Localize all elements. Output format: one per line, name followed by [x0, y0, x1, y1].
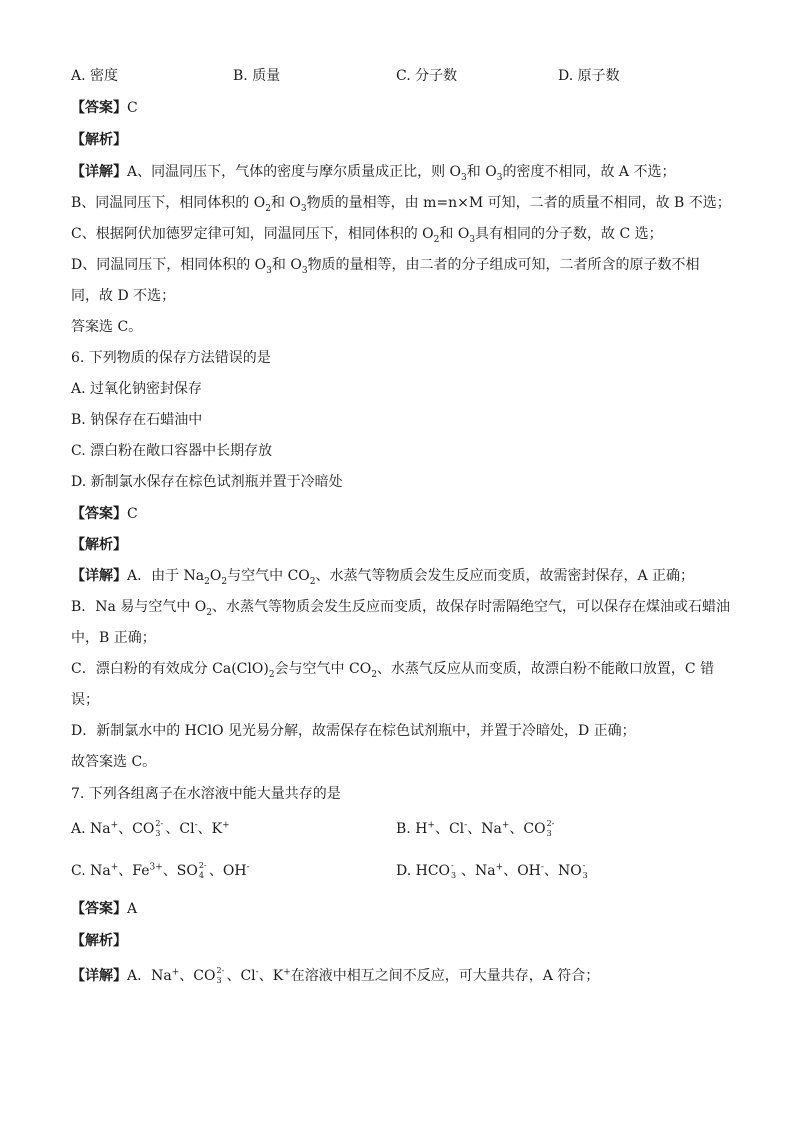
superscript: +	[110, 820, 119, 831]
text: C、根据阿伏加德罗定律可知，同温同压下，相同体积的 O	[71, 226, 434, 242]
text: D、同温同压下，相同体积的 O	[71, 257, 267, 273]
q6-answer	[71, 504, 734, 524]
analysis-tag: 【解析】	[71, 933, 127, 949]
subscript: 3	[469, 234, 476, 245]
charge-stack	[216, 966, 226, 986]
superscript: 3+	[149, 862, 163, 873]
text: 、	[461, 863, 476, 879]
q7-answer	[71, 899, 734, 919]
text: 、	[434, 821, 449, 837]
text: 和 O	[270, 195, 301, 211]
text: OH	[517, 863, 541, 879]
text: 、	[509, 821, 524, 837]
q6-detail-c	[71, 659, 734, 679]
superscript: -	[255, 967, 259, 978]
text: Cl	[179, 821, 195, 837]
charge-stack	[199, 861, 209, 881]
superscript: +	[110, 862, 119, 873]
superscript: 2-	[155, 819, 164, 828]
analysis-tag: 【解析】	[71, 537, 127, 553]
answer-value: C	[127, 100, 138, 116]
superscript: -	[464, 820, 468, 831]
superscript: -	[540, 862, 544, 873]
superscript: -	[194, 820, 198, 831]
text: 和 O	[439, 226, 470, 242]
subscript: 3	[216, 976, 222, 985]
subscript: 3	[266, 265, 272, 276]
superscript: +	[171, 967, 180, 978]
charge-stack	[547, 819, 557, 839]
text: 会与空气中 CO	[274, 661, 372, 677]
text: A. Na	[71, 821, 111, 837]
q6-option-d: D. 新制氯水保存在棕色试剂瓶并置于冷暗处	[71, 474, 343, 490]
subscript: 3	[582, 871, 588, 880]
subscript: 3	[451, 871, 457, 880]
text: 物质的量相等，由二者的分子组成可知，二者所含的原子数不相	[307, 257, 700, 273]
text: 、	[467, 821, 482, 837]
text: O	[209, 568, 222, 584]
charge-stack	[451, 861, 461, 881]
q6-stem: 6. 下列物质的保存方法错误的是	[71, 350, 271, 366]
text: K	[272, 968, 284, 984]
text: C. Na	[71, 863, 111, 879]
subscript: 4	[198, 871, 204, 880]
text: Cl	[240, 968, 256, 984]
q6-detail-a	[71, 566, 734, 586]
text: A．由于 Na	[127, 568, 205, 584]
answer-tag: 【答案】	[71, 100, 127, 116]
q6-option-c: C. 漂白粉在敞口容器中长期存放	[71, 443, 273, 459]
q7-option-d	[396, 861, 593, 881]
text: 、	[179, 968, 194, 984]
text: D.	[396, 863, 412, 879]
text: B. H	[396, 821, 428, 837]
q5-detail-d-cont: 同，故 D 不选；	[71, 288, 176, 304]
superscript: 2-	[546, 819, 555, 828]
answer-value: A	[127, 901, 138, 917]
superscript: +	[283, 967, 291, 978]
superscript: +	[222, 820, 230, 831]
q6-conclusion: 故答案选 C。	[71, 754, 157, 770]
q5-analysis-tag	[71, 130, 734, 150]
analysis-tag: 【解析】	[71, 132, 127, 148]
subscript: 3	[496, 172, 503, 183]
subscript: 2	[268, 669, 275, 680]
text: 、水蒸气反应从而变质，故漂白粉不能敞口放置，C 错	[376, 661, 715, 677]
q5-conclusion: 答案选 C。	[71, 319, 143, 335]
answer-tag: 【答案】	[71, 901, 127, 917]
text: 、	[118, 821, 133, 837]
text: 与空气中 CO	[227, 568, 310, 584]
subscript: 3	[461, 172, 467, 183]
superscript: +	[501, 820, 510, 831]
subscript: 2	[221, 576, 228, 587]
q7-option-b	[396, 819, 557, 839]
text: K	[211, 821, 223, 837]
subscript: 3	[300, 203, 307, 214]
answer-value: C	[127, 506, 138, 522]
text: 的密度不相同，故 A 不选；	[502, 164, 676, 180]
q7-option-a	[71, 819, 230, 839]
q6-option-a: A. 过氧化钠密封保存	[71, 381, 203, 397]
subscript: 2	[265, 203, 271, 214]
superscript: 2-	[216, 966, 225, 975]
charge-stack	[583, 861, 593, 881]
text: A．Na	[127, 968, 172, 984]
text: A、同温同压下，气体的密度与摩尔质量成正比，则 O	[127, 164, 462, 180]
superscript: -	[451, 861, 454, 870]
text: B、同温同压下，相同体积的 O	[71, 195, 266, 211]
text: 物质的量相等，由 m=n×M 可知，二者的质量不相同，故 B 不选；	[306, 195, 731, 211]
subscript: 2	[206, 607, 212, 618]
q7-detail-a	[71, 966, 734, 986]
superscript: 2-	[198, 861, 207, 870]
subscript: 3	[301, 265, 308, 276]
q6-detail-b-cont: 中，B 正确；	[71, 630, 156, 646]
charge-stack	[155, 819, 165, 839]
text: 、	[226, 968, 241, 984]
q6-detail-b	[71, 597, 734, 617]
q6-detail-c-cont: 误；	[71, 692, 99, 708]
answer-tag: 【答案】	[71, 506, 127, 522]
ion: CO	[523, 821, 546, 837]
detail-tag: 【详解】	[71, 164, 127, 180]
q5-detail-d	[71, 255, 734, 275]
superscript: -	[582, 861, 586, 870]
subscript: 2	[309, 576, 316, 587]
ion: SO	[176, 863, 198, 879]
subscript: 2	[433, 234, 440, 245]
ion: HCO	[415, 863, 451, 879]
text: 、	[503, 863, 518, 879]
subscript: 3	[546, 829, 552, 838]
text: 、	[258, 968, 273, 984]
text: 、	[162, 863, 177, 879]
text: 、	[543, 863, 558, 879]
text: 、	[118, 863, 133, 879]
ion: CO	[193, 968, 216, 984]
q6-detail-d: D．新制氯水中的 HClO 见光易分解，故需保存在棕色试剂瓶中，并置于冷暗处，D 正确；	[71, 723, 636, 739]
q7-analysis-tag	[71, 931, 734, 951]
text: OH	[222, 863, 247, 879]
text: 在溶液中相互之间不反应，可大量共存，A 符合；	[290, 968, 600, 984]
text: 、	[197, 821, 212, 837]
q5-option-a: A. 密度	[71, 68, 119, 84]
text: Na	[475, 863, 496, 879]
q5-detail-b	[71, 193, 734, 213]
subscript: 2	[204, 576, 210, 587]
ion: NO	[557, 863, 582, 879]
text: Fe	[132, 863, 150, 879]
text: B．Na 易与空气中 O	[71, 599, 207, 615]
text: Cl	[448, 821, 465, 837]
text: 、水蒸气等物质会发生反应而变质，故需密封保存，A 正确；	[315, 568, 695, 584]
text: 、	[165, 821, 180, 837]
q7-option-c	[71, 861, 250, 881]
q6-analysis-tag	[71, 535, 734, 555]
text: 和 O	[271, 257, 302, 273]
superscript: +	[427, 820, 435, 831]
ion: CO	[132, 821, 155, 837]
detail-tag: 【详解】	[71, 968, 127, 984]
text: Na	[481, 821, 502, 837]
q7-stem: 7. 下列各组离子在水溶液中能大量共存的是	[71, 786, 341, 802]
q5-option-d: D. 原子数	[558, 68, 620, 84]
text: 和 O	[466, 164, 497, 180]
text: 、水蒸气等物质会发生反应而变质，故保存时需隔绝空气，可以保存在煤油或石蜡油	[212, 599, 730, 615]
text: 、	[208, 863, 223, 879]
superscript: -	[246, 862, 250, 873]
q5-option-b: B. 质量	[233, 68, 281, 84]
text: C．漂白粉的有效成分 Ca(ClO)	[71, 661, 269, 677]
detail-tag: 【详解】	[71, 568, 127, 584]
q5-answer	[71, 98, 734, 118]
subscript: 3	[155, 829, 161, 838]
text: 具有相同的分子数，故 C 选；	[475, 226, 663, 242]
subscript: 2	[371, 669, 377, 680]
superscript: +	[495, 862, 504, 873]
q5-option-c: C. 分子数	[396, 68, 458, 84]
q5-detail-c	[71, 224, 734, 244]
q5-detail-a	[71, 162, 734, 182]
q6-option-b: B. 钠保存在石蜡油中	[71, 412, 203, 428]
